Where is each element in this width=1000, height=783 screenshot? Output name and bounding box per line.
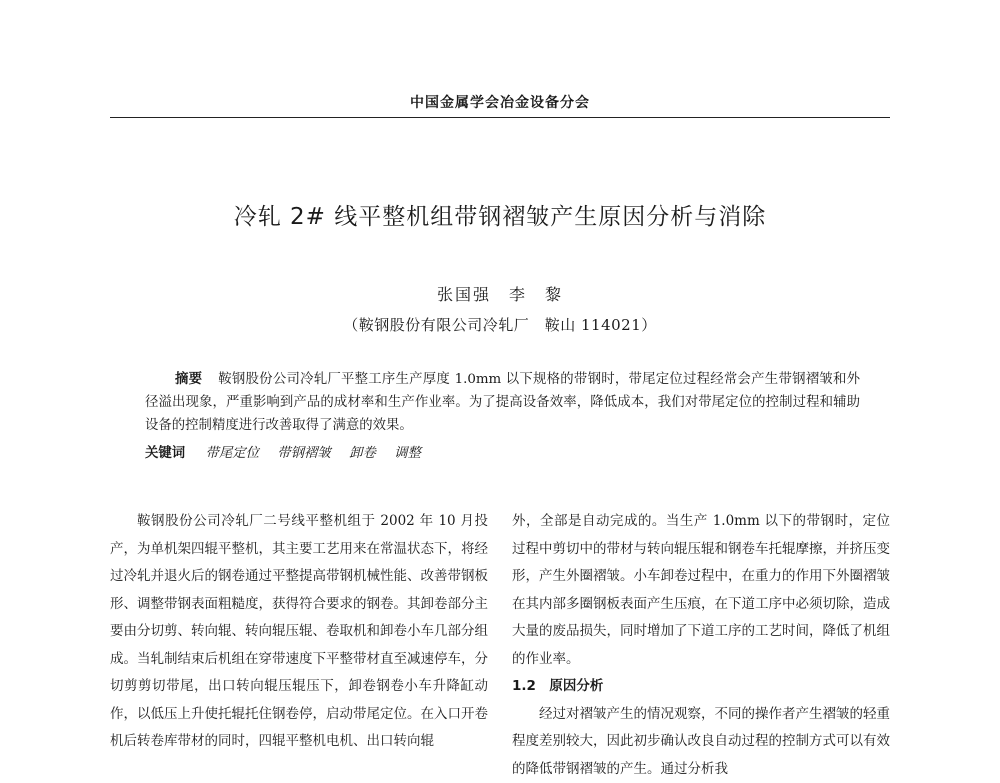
body-paragraph: 外，全部是自动完成的。当生产 1.0mm 以下的带钢时，定位过程中剪切中的带材与转向辊压辊和钢卷车托辊摩擦，并挤压变形，产生外圈褶皱。小车卸卷过程中，在重力的作用下外圈褶皱在其内部多圈钢板表面产生压痕，在下道工序中必须切除，造成大量的废品损失，同时增加了下道工序的工艺时间，降低了机组的作业率。 bbox=[512, 508, 890, 673]
running-head: 中国金属学会冶金设备分会 bbox=[110, 92, 890, 112]
keyword: 带钢褶皱 bbox=[277, 446, 331, 461]
authors: 张国强 李 黎 bbox=[110, 282, 890, 305]
keywords bbox=[145, 442, 860, 461]
keyword: 带尾定位 bbox=[205, 446, 259, 461]
keyword: 调整 bbox=[394, 446, 421, 461]
affiliation: （鞍钢股份有限公司冷轧厂 鞍山 114021） bbox=[110, 314, 890, 335]
abstract-text: 鞍钢股份公司冷轧厂平整工序生产厚度 1.0mm 以下规格的带钢时，带尾定位过程经常会产生带钢褶皱和外径溢出现象，严重影响到产品的成材率和生产作业率。为了提高设备效率，降低成本，我们对带尾定位的控制过程和辅助设备的控制精度进行改善取得了满意的效果。 bbox=[145, 372, 860, 433]
body-right-column bbox=[512, 508, 890, 783]
keywords-label: 关键词 bbox=[145, 446, 185, 461]
body-left-column bbox=[110, 508, 488, 756]
paper-title: 冷轧 2# 线平整机组带钢褶皱产生原因分析与消除 bbox=[110, 198, 890, 231]
keyword: 卸卷 bbox=[349, 446, 376, 461]
body-paragraph: 经过对褶皱产生的情况观察，不同的操作者产生褶皱的轻重程度差别较大，因此初步确认改良自动过程的控制方式可以有效的降低带钢褶皱的产生。通过分析我 bbox=[512, 701, 890, 783]
section-heading: 1.2 原因分析 bbox=[512, 673, 890, 701]
abstract-label: 摘要 bbox=[175, 372, 202, 387]
abstract bbox=[145, 368, 860, 437]
header-rule bbox=[110, 117, 890, 118]
body-paragraph: 鞍钢股份公司冷轧厂二号线平整机组于 2002 年 10 月投产，为单机架四辊平整机，其主要工艺用来在常温状态下，将经过冷轧并退火后的钢卷通过平整提高带钢机械性能、改善带钢板形、调整带钢表面粗糙度，获得符合要求的钢卷。其卸卷部分主要由分切剪、转向辊、转向辊压辊、卷取机和卸卷小车几部分组成。当轧制结束后机组在穿带速度下平整带材直至减速停车，分切剪剪切带尾，出口转向辊压辊压下，卸卷钢卷小车升降缸动作，以低压上升使托辊托住钢卷停，启动带尾定位。在入口开卷机后转卷库带材的同时，四辊平整机电机、出口转向辊 bbox=[110, 508, 488, 756]
